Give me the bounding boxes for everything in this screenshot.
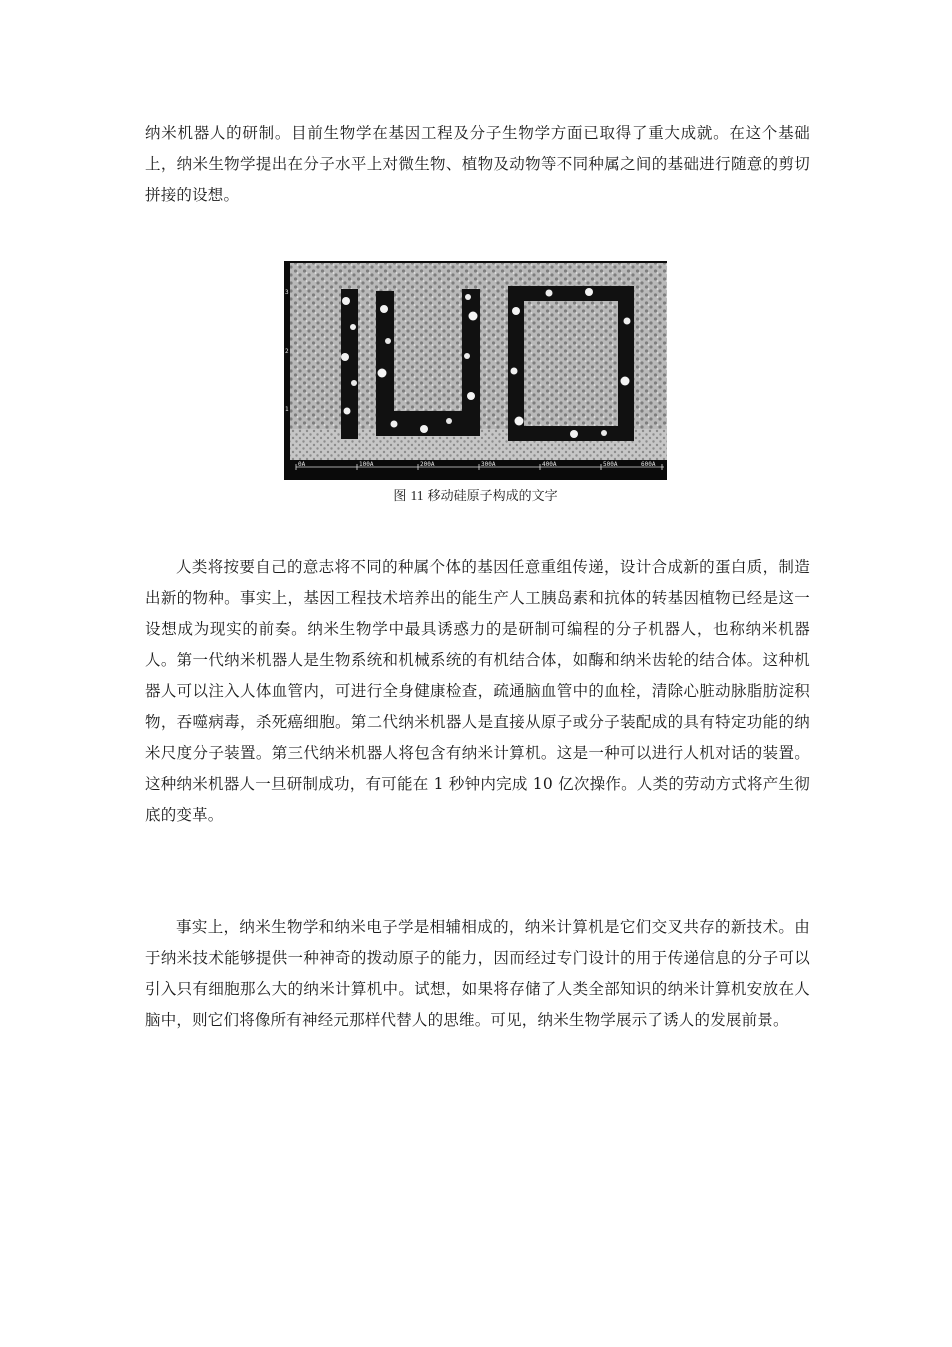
paragraph-1: 纳米机器人的研制。目前生物学在基因工程及分子生物学方面已取得了重大成就。在这个基础上，纳米生物学提出在分子水平上对微生物、植物及动物等不同种属之间的基础进行随意的剪切拼接的设想。: [145, 124, 810, 204]
caption-text: 移动硅原子构成的文字: [427, 489, 558, 504]
svg-text:400A: 400A: [542, 461, 557, 468]
paragraph-2: 人类将按要自己的意志将不同的种属个体的基因任意重组传递，设计合成新的蛋白质，制造出新的物种。事实上，基因工程技术培养出的能生产人工胰岛素和抗体的转基因植物已经是这一设想成为现实的前奏。纳米生物学中最具诱惑力的是研制可编程的分子机器人，也称纳米机器人。第一代纳米机器人是生物系统和机械系统的有机结合体，如酶和纳米齿轮的结合体。这种机器人可以注入人体血管内，可进行全身健康检查，疏通脑血管中的血栓，清除心脏动脉脂肪淀积物，吞噬病毒，杀死癌细胞。第二代纳米机器人是直接从原子或分子装配成的具有特定功能的纳米尺度分子装置。第三代纳米机器人将包含有纳米计算机。这是一种可以进行人机对话的装置。这种纳米机器人一旦研制成功，有可能在 1 秒钟内完成 10 亿次操作。人类的劳动方式将产生彻底的变革。: [145, 558, 810, 824]
paragraph-3: 事实上，纳米生物学和纳米电子学是相辅相成的，纳米计算机是它们交叉共存的新技术。由于纳米技术能够提供一种神奇的拨动原子的能力，因而经过专门设计的用于传递信息的分子可以引入只有细胞那么大的纳米计算机中。试想，如果将存储了人类全部知识的纳米计算机安放在人脑中，则它们将像所有神经元那样代替人的思维。可见，纳米生物学展示了诱人的发展前景。: [145, 918, 810, 1029]
svg-text:600A: 600A: [641, 461, 656, 468]
svg-text:2: 2: [285, 348, 289, 355]
svg-text:300A: 300A: [481, 461, 496, 468]
figure-caption: [284, 487, 667, 506]
stm-figure: [284, 261, 667, 480]
svg-text:500A: 500A: [603, 461, 618, 468]
stm-image: [284, 261, 667, 480]
svg-text:3: 3: [285, 289, 289, 296]
svg-text:0A: 0A: [298, 461, 306, 468]
svg-text:1: 1: [285, 406, 289, 413]
caption-number: 11: [410, 488, 424, 503]
svg-text:100A: 100A: [359, 461, 374, 468]
caption-prefix: 图: [393, 489, 407, 504]
svg-text:200A: 200A: [420, 461, 435, 468]
atom-letter-1: [341, 289, 358, 439]
